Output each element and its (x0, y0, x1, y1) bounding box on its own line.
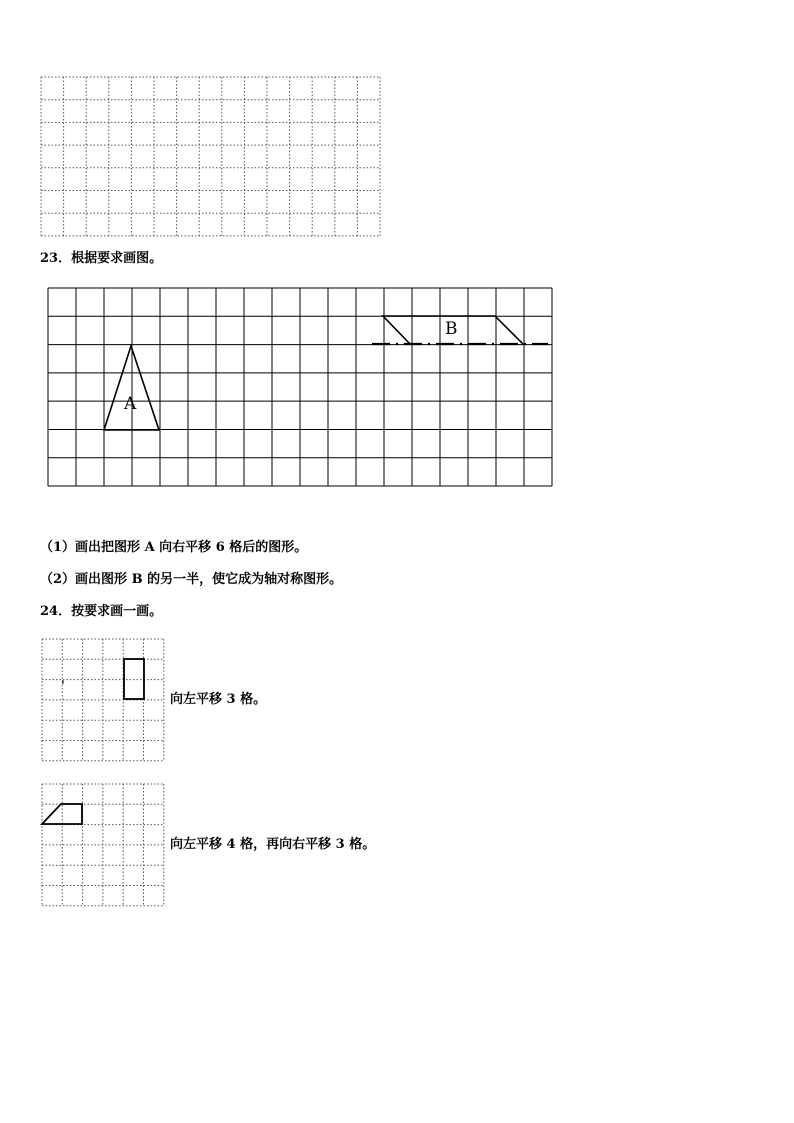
q24-instruction-2: 向左平移 4 格，再向右平移 3 格。 (170, 837, 376, 852)
q23-sub2: （2）画出图形 B 的另一半，使它成为轴对称图形。 (40, 572, 343, 587)
q23-sub1: （1）画出把图形 A 向右平移 6 格后的图形。 (40, 540, 308, 555)
question-23-title: 根据要求画图。 (71, 251, 163, 266)
question-24-number: 24． (40, 604, 72, 619)
question-24-title: 按要求画一画。 (71, 604, 163, 619)
question-23-number: 23． (40, 251, 72, 266)
q24-instruction-1: 向左平移 3 格。 (170, 692, 267, 707)
shape-a-label: A (124, 394, 137, 414)
shape-b-label: B (445, 319, 458, 339)
q24-trapezoid (42, 804, 82, 824)
